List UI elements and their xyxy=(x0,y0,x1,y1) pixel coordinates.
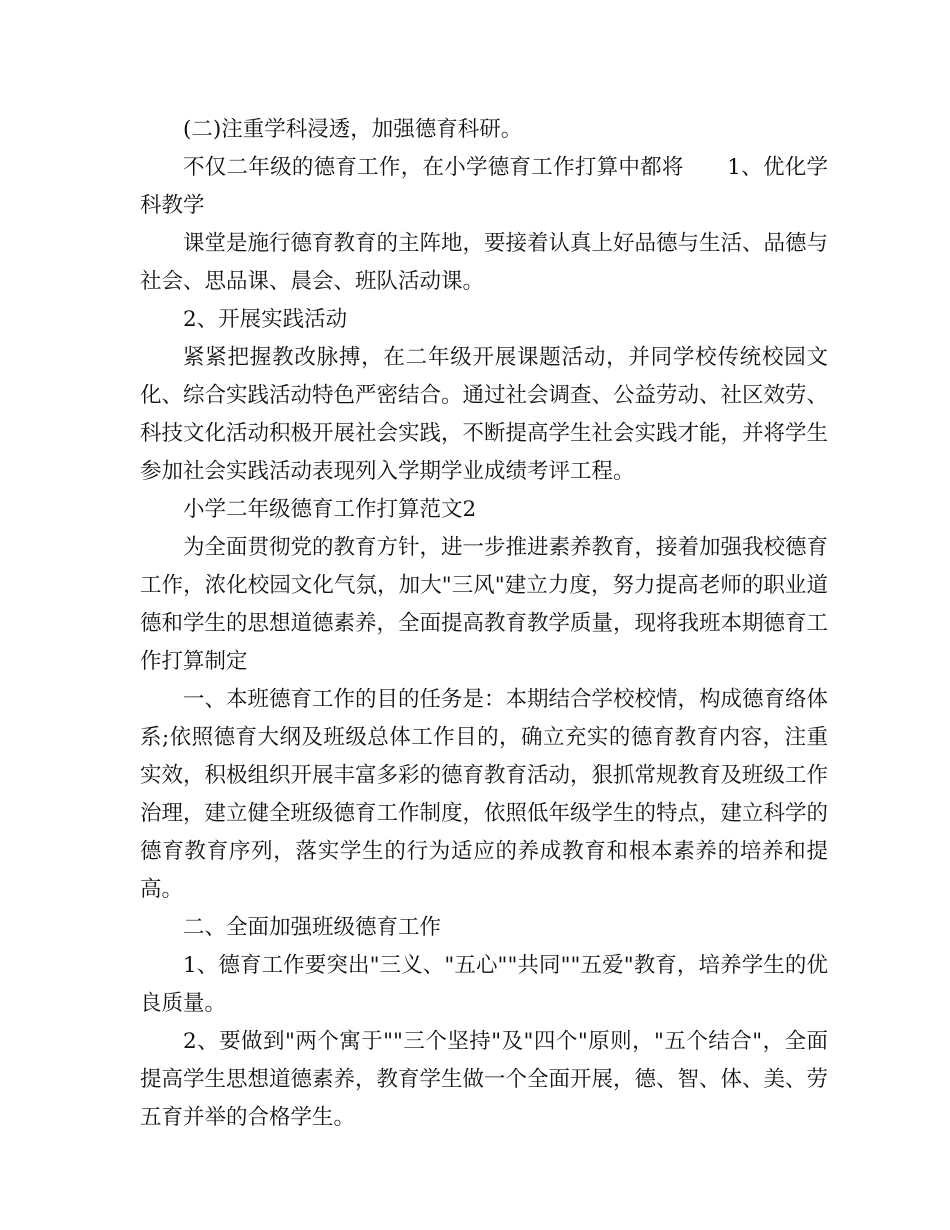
paragraph-body: 课堂是施行德育教育的主阵地，要接着认真上好品德与生活、品德与社会、思品课、晨会、班队活动课。 xyxy=(140,231,829,294)
section-title-sample-2: 小学二年级德育工作打算范文2 xyxy=(183,497,477,522)
paragraph-body: 2、要做到"两个寓于""三个坚持"及"四个"原则，"五个结合"，全面提高学生思想道德素养，教育学生做一个全面开展，德、智、体、美、劳五育并举的合格学生。 xyxy=(140,1029,829,1130)
paragraph-body: 紧紧把握教改脉搏，在二年级开展课题活动，并同学校传统校园文化、综合实践活动特色严密结合。通过社会调查、公益劳动、社区效劳、科技文化活动积极开展社会实践，不断提高学生社会实践才能，并将学生参加社会实践活动表现列入学期学业成绩考评工程。 xyxy=(140,345,829,484)
paragraph-subheading-subject-penetration: (二)注重学科浸透，加强德育科研。 xyxy=(183,117,523,142)
paragraph-body: 1、德育工作要突出"三义、"五心""共同""五爱"教育，培养学生的优良质量。 xyxy=(140,953,828,1016)
paragraph-subheading-class-moral-work: 二、全面加强班级德育工作 xyxy=(183,915,442,940)
paragraph-subheading-practice: 2、开展实践活动 xyxy=(183,307,348,332)
paragraph-body: 不仅二年级的德育工作，在小学德育工作打算中都将 1、优化学科教学 xyxy=(140,155,828,218)
paragraph-body: 为全面贯彻党的教育方针，进一步推进素养教育，接着加强我校德育工作，浓化校园文化气氛，加大"三风"建立力度，努力提高老师的职业道德和学生的思想道德素养，全面提高教育教学质量，现将我班本期德育工作打算制定 xyxy=(140,535,829,674)
paragraph-body: 一、本班德育工作的目的任务是：本期结合学校校情，构成德育络体系;依照德育大纲及班级总体工作目的，确立充实的德育教育内容，注重实效，积极组织开展丰富多彩的德育教育活动，狠抓常规教育及班级工作治理，建立健全班级德育工作制度，依照低年级学生的特点，建立科学的德育教育序列，落实学生的行为适应的养成教育和根本素养的培养和提高。 xyxy=(140,687,829,902)
document-body xyxy=(140,111,828,1137)
